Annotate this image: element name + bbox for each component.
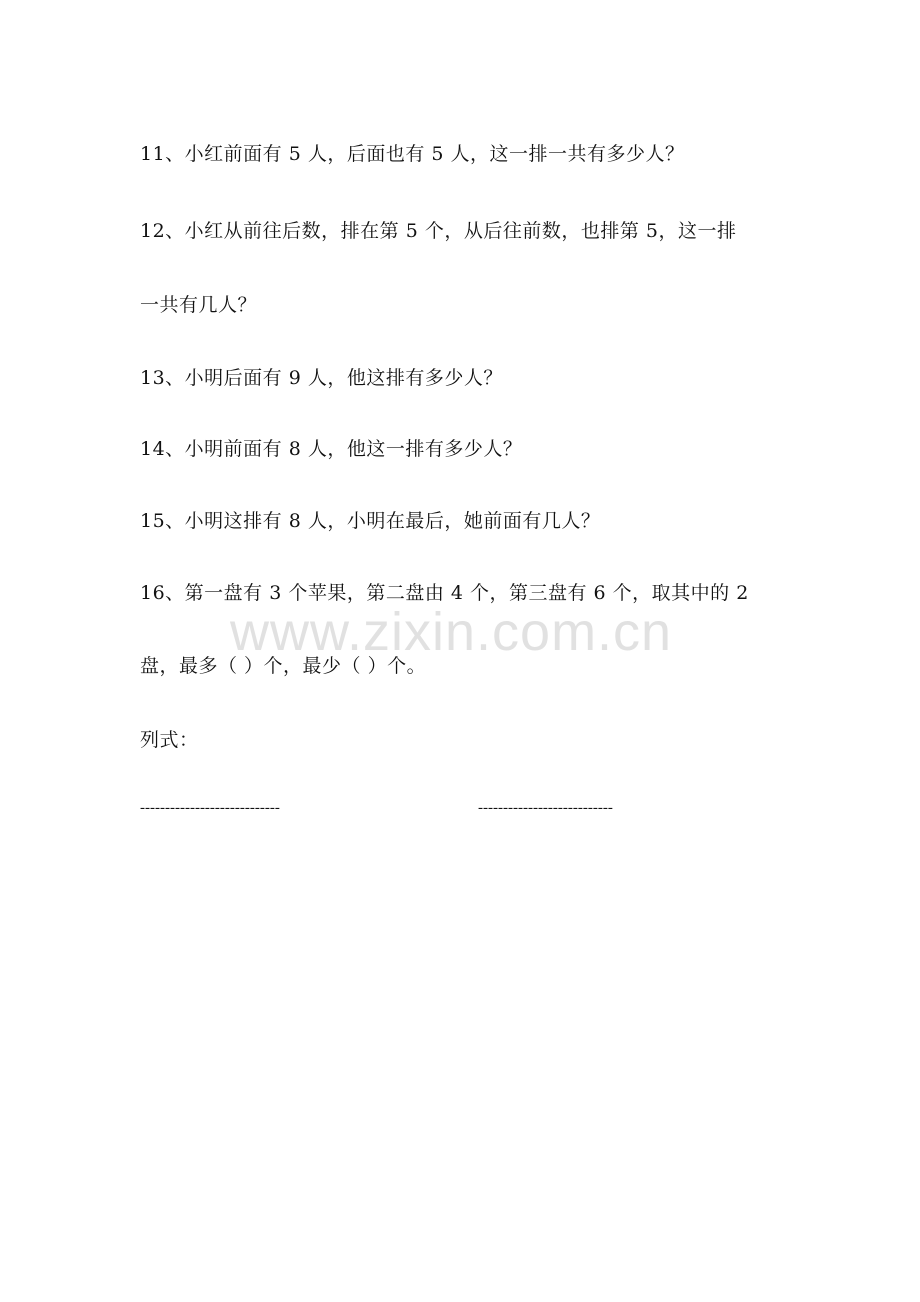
question-12-line-1: 12、小红从前往后数，排在第 5 个，从后往前数，也排第 5，这一排 — [140, 220, 737, 242]
question-12-line-2: 一共有几人？ — [140, 294, 258, 316]
formula-label: 列式： — [140, 729, 199, 751]
question-15: 15、小明这排有 8 人，小明在最后，她前面有几人？ — [140, 510, 601, 532]
question-13: 13、小明后面有 9 人，他这排有多少人？ — [140, 367, 503, 389]
question-11: 11、小红前面有 5 人，后面也有 5 人，这一排一共有多少人？ — [140, 143, 685, 165]
question-16-line-1: 16、第一盘有 3 个苹果，第二盘由 4 个，第三盘有 6 个，取其中的 2 — [140, 582, 749, 604]
question-16-line-2: 盘，最多（ ）个，最少（ ）个。 — [140, 655, 427, 677]
answer-line-right: --------------------------- — [478, 800, 613, 816]
answer-line-left: ---------------------------- — [140, 800, 280, 816]
question-14: 14、小明前面有 8 人，他这一排有多少人？ — [140, 438, 523, 460]
watermark: www.zixin.com.cn — [230, 602, 673, 662]
